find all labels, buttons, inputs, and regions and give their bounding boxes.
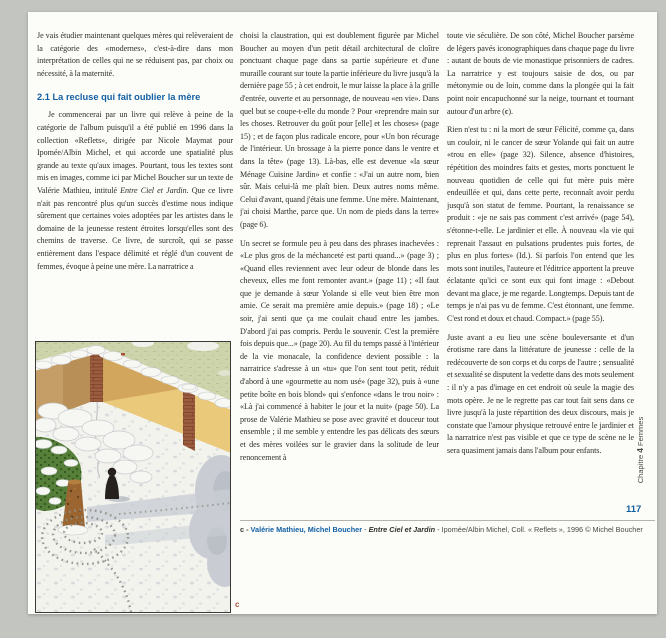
caption-label: c -	[240, 525, 251, 534]
figure-label: c	[235, 600, 240, 609]
paragraph-col3-1	[447, 30, 634, 118]
paragraph-col3-3: Juste avant a eu lieu une scène bouleversante et d'un érotisme rare dans la littérature de jeunesse : celle de la redécouverte de son corps et du corps de l'autre ; sensualité et sexualité se disputent la vedette dans des mots seulement : il n'y a pas d'image en cet endroit où seule la magie des mots opère. Je ne le regrette pas car tout fait sens dans ce livre jusqu'à la juste répartition des deux discours, mais je constate que l'amour physique retrouvé entre le jardinier et la narratrice n'est pas visible et que ce type de scène ne le sera quasiment jamais dans l'album pour enfants.	[447, 332, 634, 455]
section-heading: 2.1 La recluse qui fait oublier la mère	[37, 92, 201, 103]
paragraph-text: . Que ce livre n'ait pas rencontré plus qu'un succès d'estime nous indique sûrement que certaines voies adoptées par les artistes dans le domaine de la jeunesse restent étroites lorsqu'elles sont des chemins de traverse. Ce livre, de surcroît, qui se passe entièrement dans l'espace délimité et réglé d'un couvent de femmes, évoque à peine une mère. La narratrice a	[37, 185, 233, 271]
book-title: Entre Ciel et Jardin	[120, 185, 187, 195]
paragraph-text: ).	[508, 106, 513, 116]
page-number: 117	[626, 504, 642, 515]
book-page	[28, 12, 657, 614]
paragraph-col3-2: Rien n'est tu : ni la mort de sœur Félicité, comme ça, dans un couloir, ni le cancer de sœur Yolande qui fait un autre «trou en elle» (page 32). Silence, absence d'histoires, répétition des moindres faits et gestes, morts ponctuent le nouveau quotidien de celle qui fut mère puis mère endeuillée et qui, dans cette perte, reconnaît avoir perdu jusqu'à son statut de femme. Pourtant, la renaissance se produit : «je ne sais pas comment c'est arrivé» (page 54), s'étonne-t-elle. Le jardinier et elle. À nouveau «la vie qui reprenait l'assaut en pulsations prudentes puis fortes, de plus en plus fortes» (Id.). Si parfois l'on entend que les mots sont inutiles, l'auteure et l'éditrice apportent la preuve éclatante qu'ici ce sont eux qui font image : «Debout devant ma glace, je me regarde. Longtemps. Depuis tant de temps je n'ai pas vu de femme. C'est étonnant, une femme. C'est rond et doux et chaud. Compact.» (page 55).	[447, 125, 634, 324]
paragraph-text: toute vie séculière. De son côté, Michel Boucher parsème de légers pavés iconographiques dans chaque page du livre : autant de bouts de vie monastique prisonniers de cadres. La narratrice y est toujours saisie de dos, ou par métonymie ou de loin, comme dans la plongée qui la fait point noir encapuchonné sur la neige, tournant et tournant autour d'un arbre (	[447, 31, 634, 116]
paragraph-col1	[37, 109, 233, 273]
caption-book-title: Entre Ciel et Jardin	[368, 525, 436, 534]
figure-reference: c	[504, 106, 509, 116]
figure-caption	[240, 520, 655, 534]
caption-publisher: - Ipomée/Albin Michel, Coll. « Reflets », 1996 © Michel Boucher	[435, 525, 643, 534]
column-right	[447, 30, 634, 464]
paragraph-intro: Je vais étudier maintenant quelques mères qui relèveraient de la catégorie des «modernes», c'est-à-dire dans mon interprétation de celles qui ne se réduisent pas, par choix ou nécessité, à la maternité.	[37, 31, 233, 78]
paragraph-col2-2: Un secret se formule peu à peu dans des phrases inachevées : «Le plus gros de la méchanceté est parti quand...» (page 3) ; «Quand elles reviennent avec leur odeur de blonde dans les cheveux, elles me font remonter avant.» (page 11) ; «Il faut que je demande à sœur Yolande si elle veut bien être mon amie. Ce serait ma première amie depuis.» (page 18) ; «Le soir, j'ai senti que ça me coulait chaud entre les jambes. D'abord j'ai pas compris. Perdu le souvenir. C'est la première fois depuis que...» (page 20). Au fil du temps passé à l'intérieur de la vie monacale, la confidence devient possible : la narratrice s'adresse à un «tu» que l'on sent tout petit, réduit d'abord à une «gourmette au nom usé» (page 32), puis à «une petite boîte en bois blond» qui s'enfonce «dans le trou noir» : «Là j'ai commencé à habiter le jour et la nuit» (page 50). La prose de Valérie Mathieu se pose avec gravité et douceur tout ensemble ; il me semble y entendre les pas délicats des sœurs et des mères voilées sur le gravier dans la solitude de leur renoncement à	[240, 238, 439, 462]
chapter-tab-prefix: Chapitre	[636, 454, 645, 484]
column-middle	[240, 30, 439, 470]
chapter-tab-suffix: Femmes	[636, 416, 645, 446]
convent-garden-illustration	[35, 341, 231, 613]
caption-separator: -	[362, 525, 369, 534]
snowy-walled-garden-drawing	[35, 341, 231, 613]
paragraph-col2-1: choisi la claustration, qui est doublement figurée par Michel Boucher au moyen d'un petit détail architectural de cloître ponctuant chaque page dans sa partie supérieure et d'une muraille courant sur toute la partie inférieure du livre jusqu'à la dernière page 55 ; à cet endroit, le mur laisse la place à la grille d'entrée, ouverte et au personnage, de nouveau «en vie». Dans quel but se coupe-t-elle du monde ? Pour «reprendre main sur les choses. Retrouver du goût pour [elle] et les choses» (page 15) ; et de façon plus radicale encore, pour «Un bon récurage de l'intérieur. Un brossage à la pierre ponce dans le ventre et dans la tête» (page 13). Là-bas, elle est devenue «la sœur Ménage Cuisine Jardin» et confie : «J'ai un autre nom, bien sûr. Mais celui-là me plaît bien. Deux autres noms même. Celui d'avant, quand j'étais une femme. Une mère. Maintenant, j'ai choisi Marthe, parce que. Un nom de pieds dans la terre» (page 6).	[240, 31, 439, 229]
chapter-tab	[635, 400, 647, 500]
caption-authors: Valérie Mathieu, Michel Boucher	[250, 525, 363, 534]
chapter-tab-number: 4	[635, 448, 645, 453]
column-left	[37, 30, 233, 279]
paragraph-text: Je commencerai par un livre qui relève à peine de la catégorie de l'album puisqu'il a été publié en 1996 dans la collection «Reflets», dirigée par Nicole Maymat pour Ipomée/Albin Michel, et qui accorde une spatialité plus grande au texte qu'aux images. Pourtant, tous les textes sont mis en images, comme ici par Michel Boucher sur un texte de Valérie Mathieu, intitulé	[37, 110, 233, 195]
